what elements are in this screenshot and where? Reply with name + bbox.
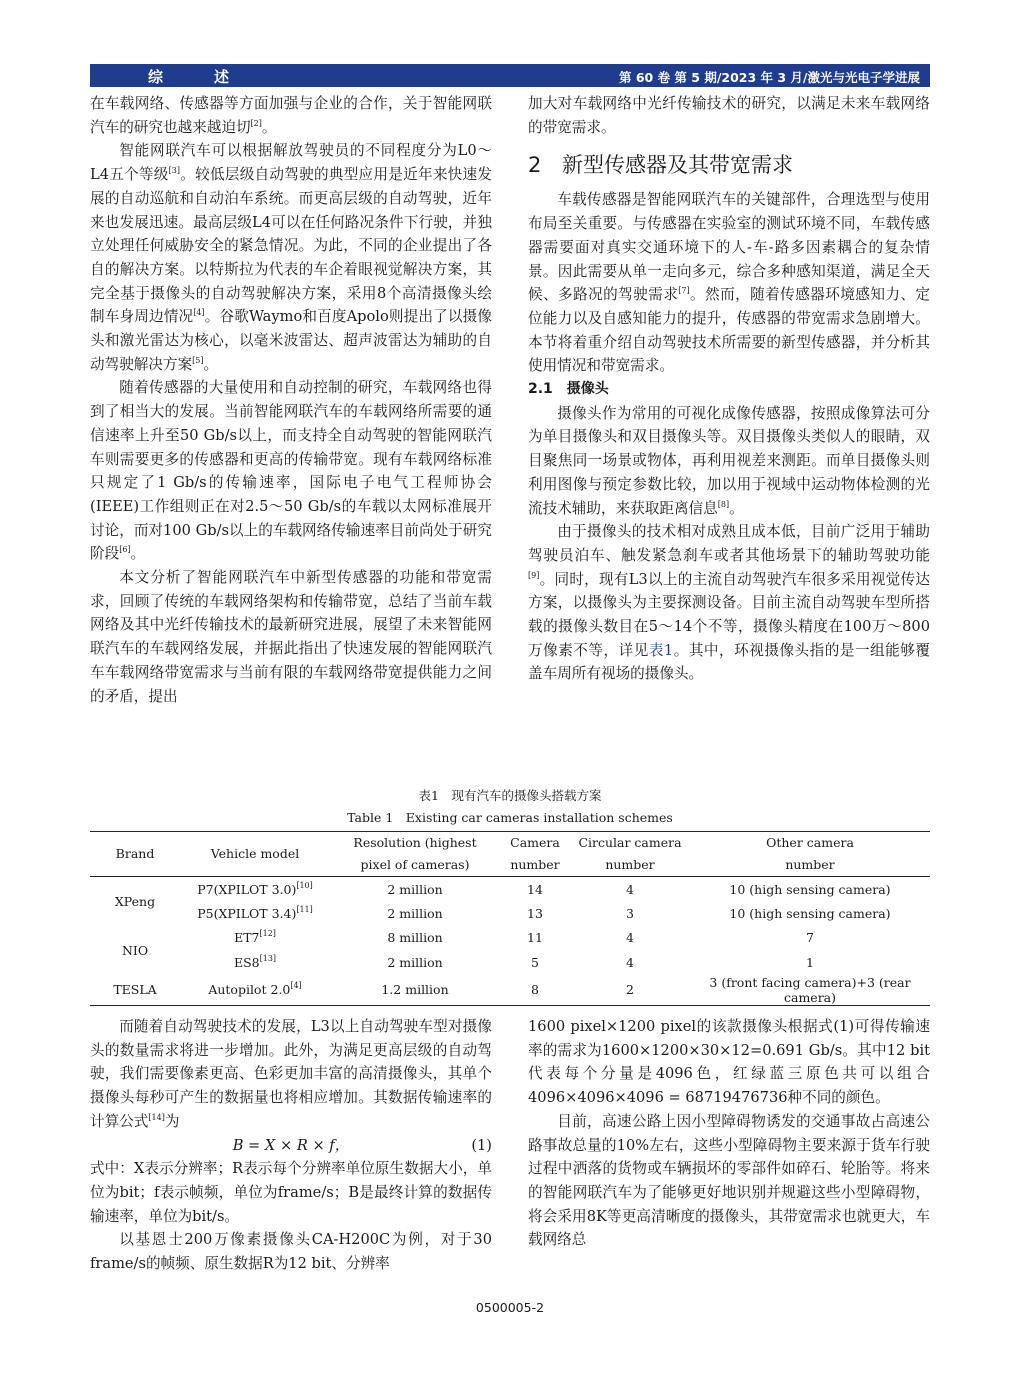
cell-resolution: 8 million — [387, 930, 443, 946]
paragraph: 而随着自动驾驶技术的发展，L3以上自动驾驶车型对摄像头的数量需求将进一步增加。此外，为满足更高层级的自动驾驶，我们需要像素更高、色彩更加丰富的高清摄像头，其单个摄像头每秒可产生的数据量也将相应增加。其数据传输速率的计算公式[14]为 — [90, 1018, 492, 1130]
cell-circular: 4 — [626, 930, 634, 946]
paragraph: 本文分析了智能网联汽车中新型传感器的功能和带宽需求，回顾了传统的车载网络架构和传输带宽，总结了当前车载网络及其中光纤传输技术的最新研究进展，展望了未来智能网联汽车的车载网络发展，并据此指出了快速发展的智能网联汽车车载网络带宽需求与当前有限的车载网络带宽提供能力之间的矛盾，提出 — [90, 569, 492, 705]
cell-model: P7(XPILOT 3.0)[10] — [197, 880, 313, 897]
cell-brand: XPeng — [114, 893, 156, 909]
cell-other: 10 (high sensing camera) — [729, 881, 891, 897]
header-resolution: Resolution (highest pixel of cameras) — [353, 835, 477, 872]
equation: B = X × R × f， (1) — [90, 1134, 492, 1158]
cell-camera: 13 — [527, 906, 543, 922]
right-column-top — [528, 92, 930, 686]
citation[interactable]: [5] — [192, 355, 204, 365]
citation[interactable]: [3] — [168, 166, 181, 176]
section-label: 综 述 — [148, 68, 248, 86]
section-heading: 2 新型传感器及其带宽需求 — [528, 153, 793, 178]
running-header — [90, 64, 930, 87]
paragraph: 由于摄像头的技术相对成熟且成本低，目前广泛用于辅助驾驶员泊车、触发紧急刹车或者其他场景下的辅助驾驶功能[9]。同时，现有L3以上的主流自动驾驶汽车很多采用视觉传达方案，以摄像头为主要探测设备。目前主流自动驾驶车型所搭载的摄像头数目在5～14个不等，摄像头精度在100万～800万像素不等，详见表1。其中，环视摄像头指的是一组能够覆盖车周所有视场的摄像头。 — [528, 523, 930, 683]
table-row — [90, 950, 930, 974]
paragraph: 随着传感器的大量使用和自动控制的研究，车载网络也得到了相当大的发展。当前智能网联汽车的车载网络所需要的通信速率上升至50 Gb/s以上，而支持全自动驾驶的智能网联汽车则需要更多的传感器和更高的传输带宽。现有车载网络标准只规定了1 Gb/s的传输速率，国际电子电气工程师协会(IEEE)工作组则正在对2.5～50 Gb/s的车载以太网标准展开讨论，而对100 Gb/s以上的车载网络传输速率目前尚处于研究阶段[6]。 — [90, 379, 492, 563]
journal-volume: 第 60 卷 第 5 期/2023 年 3 月/激光与光电子学进展 — [618, 70, 920, 85]
cell-brand: TESLA — [113, 982, 157, 998]
header-brand: Brand — [115, 846, 155, 861]
paragraph: 摄像头作为常用的可视化成像传感器，按照成像算法可分为单目摄像头和双目摄像头等。双目摄像头类似人的眼睛，双目聚焦同一场景或物体，再利用视差来测距。而单目摄像头则利用图像与预定参数比较，加以用于视域中运动物体检测的光流技术辅助，来获取距离信息[8]。 — [528, 404, 930, 517]
citation[interactable]: [2] — [250, 118, 262, 128]
cell-circular: 4 — [626, 881, 634, 897]
table-link[interactable]: 表1 — [648, 641, 674, 659]
page-number: 0500005-2 — [475, 1300, 545, 1315]
left-column-bottom — [90, 1015, 492, 1276]
citation[interactable]: [7] — [678, 286, 690, 296]
cell-circular: 4 — [626, 954, 634, 970]
subsection-heading: 2.1 摄像头 — [528, 381, 609, 398]
paragraph: 1600 pixel×1200 pixel的该款摄像头根据式(1)可得传输速率的需求为1600×1200×30×12=0.691 Gb/s。其中12 bit代表每个分量是4096色，红绿蓝三原色共可以组合4096×4096×4096 = 68719476736种不同的颜色。 — [528, 1018, 930, 1107]
cell-other: 7 — [806, 930, 814, 946]
right-column-bottom — [528, 1015, 930, 1252]
cell-other: 1 — [806, 954, 814, 970]
cell-resolution: 1.2 million — [381, 982, 449, 998]
header-camera-number: Camera number — [510, 835, 560, 872]
table-row — [90, 926, 930, 950]
citation[interactable]: [4] — [193, 308, 205, 318]
cell-circular: 3 — [626, 906, 634, 922]
equation-number: (1) — [471, 1136, 492, 1154]
cell-camera: 14 — [527, 881, 543, 897]
cell-other: 3 (front facing camera)+3 (rear camera) — [709, 974, 911, 1005]
left-column-top — [90, 92, 492, 708]
cell-resolution: 2 million — [387, 906, 443, 922]
table-header-row — [90, 832, 930, 877]
table-row — [90, 975, 930, 1006]
paragraph: 式中：X表示分辨率；R表示每个分辨率单位原生数据大小，单位为bit；f表示帧频，单位为frame/s；B是最终计算的数据传输速率，单位为bit/s。 — [90, 1160, 492, 1225]
paragraph: 智能网联汽车可以根据解放驾驶员的不同程度分为L0～L4五个等级[3]。较低层级自动驾驶的典型应用是近年来快速发展的自动巡航和自动泊车系统。而更高层级的自动驾驶，近年来也发展迅速。最高层级L4可以在任何路况条件下行驶，并独立处理任何威胁安全的紧急情况。为此，不同的企业提出了各自的解决方案。以特斯拉为代表的车企着眼视觉解决方案，其完全基于摄像头的自动驾驶解决方案，采用8个高清摄像头绘制车身周边情况[4]。谷歌Waymo和百度Apolo则提出了以摄像头和激光雷达为核心，以毫米波雷达、超声波雷达为辅助的自动驾驶解决方案[5]。 — [90, 142, 492, 373]
citation[interactable]: [6] — [119, 545, 131, 555]
cell-model: ES8[13] — [233, 953, 277, 970]
citation[interactable]: [8] — [717, 499, 730, 509]
cell-model: ET7[12] — [234, 929, 276, 946]
paragraph: 车载传感器是智能网联汽车的关键部件，合理选型与使用布局至关重要。与传感器在实验室的测试环境不同，车载传感器需要面对真实交通环境下的人-车-路多因素耦合的复杂情景。因此需要从单一走向多元，综合多种感知渠道，满足全天候、多路况的驾驶需求[7]。然而，随着传感器环境感知力、定位能力以及自感知能力的提升，传感器的带宽需求急剧增大。本节将着重介绍自动驾驶技术所需要的新型传感器，并分析其使用情况和带宽需求。 — [528, 191, 930, 375]
table-caption-en: Table 1 Existing car cameras installation schemes — [347, 810, 673, 825]
citation[interactable]: [9] — [528, 570, 540, 580]
paragraph: 加大对车载网络中光纤传输技术的研究，以满足未来车载网络的带宽需求。 — [528, 95, 930, 136]
paragraph: 以基恩士200万像素摄像头CA-H200C为例，对于30 frame/s的帧频、原生数据R为12 bit、分辨率 — [90, 1231, 492, 1273]
cell-circular: 2 — [626, 982, 634, 998]
cell-other: 10 (high sensing camera) — [729, 906, 891, 922]
citation[interactable]: [14] — [148, 1112, 165, 1122]
cell-brand: NIO — [121, 942, 149, 958]
table-row — [90, 877, 930, 902]
table-row — [90, 901, 930, 925]
cell-resolution: 2 million — [387, 881, 443, 897]
header-other-camera: Other camera number — [766, 835, 854, 872]
header-circular-camera: Circular camera number — [578, 835, 682, 872]
cell-resolution: 2 million — [387, 954, 443, 970]
header-model: Vehicle model — [210, 846, 300, 861]
camera-table — [90, 831, 930, 1006]
paragraph: 在车载网络、传感器等方面加强与企业的合作，关于智能网联汽车的研究也越来越迫切[2]。 — [90, 95, 492, 136]
cell-camera: 5 — [531, 954, 539, 970]
cell-model: P5(XPILOT 3.4)[11] — [197, 905, 313, 922]
cell-camera: 11 — [527, 930, 543, 946]
cell-model: Autopilot 2.0[4] — [208, 981, 302, 998]
paragraph: 目前，高速公路上因小型障碍物诱发的交通事故占高速公路事故总量的10%左右，这些小型障碍物主要来源于货车行驶过程中洒落的货物或车辆损坏的零部件如碎石、轮胎等。将来的智能网联汽车为了能够更好地识别并规避这些小型障碍物，将会采用8K等更高清晰度的摄像头，其带宽需求也就更大，车载网络总 — [528, 1112, 930, 1249]
table-caption-cn: 表1 现有汽车的摄像头搭载方案 — [418, 788, 602, 803]
cell-camera: 8 — [531, 982, 539, 998]
